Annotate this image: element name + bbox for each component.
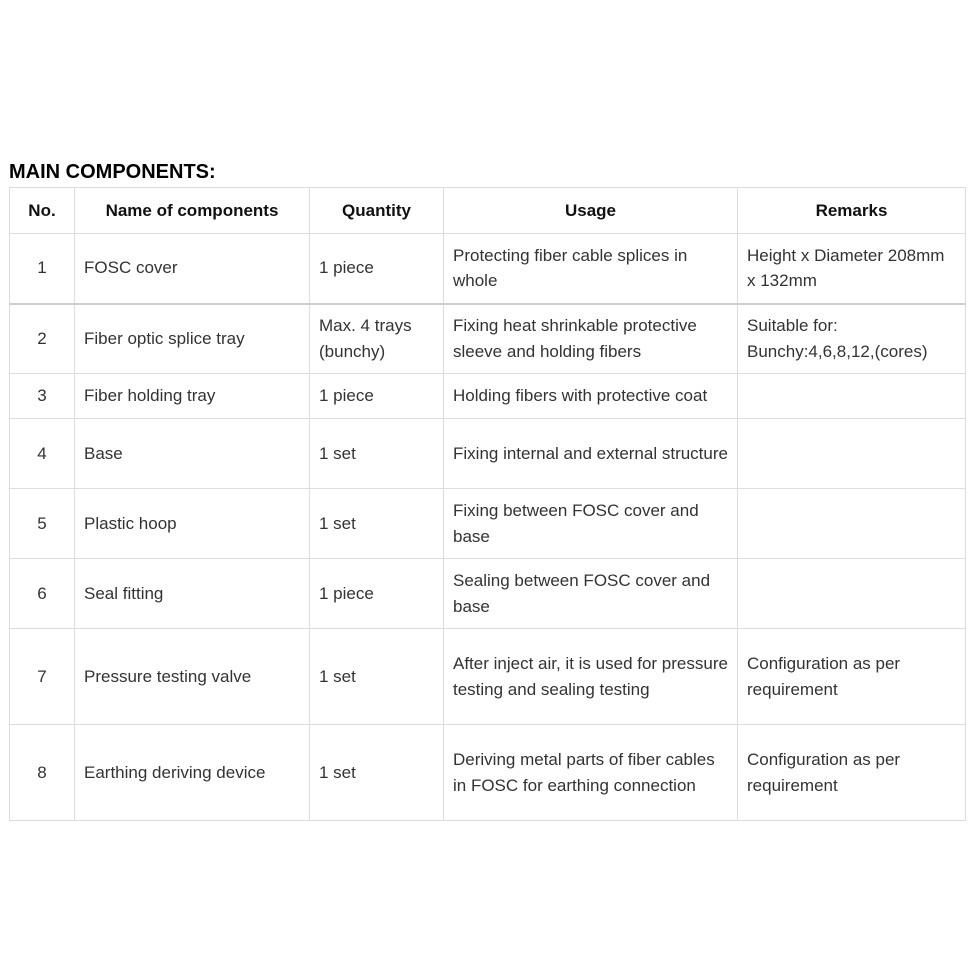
- header-name: Name of components: [75, 188, 310, 234]
- cell-no: 2: [10, 304, 75, 374]
- table-row: [10, 725, 966, 821]
- cell-remarks: [738, 489, 966, 559]
- cell-quantity: 1 set: [310, 629, 444, 725]
- cell-quantity: 1 piece: [310, 559, 444, 629]
- table-row: [10, 559, 966, 629]
- cell-name: Pressure testing valve: [75, 629, 310, 725]
- header-usage: Usage: [444, 188, 738, 234]
- table-row: [10, 489, 966, 559]
- cell-usage: Fixing internal and external structure: [444, 419, 738, 489]
- cell-quantity: 1 piece: [310, 374, 444, 419]
- cell-no: 3: [10, 374, 75, 419]
- header-quantity: Quantity: [310, 188, 444, 234]
- cell-name: Fiber holding tray: [75, 374, 310, 419]
- header-remarks: Remarks: [738, 188, 966, 234]
- cell-remarks: [738, 559, 966, 629]
- cell-usage: Holding fibers with protective coat: [444, 374, 738, 419]
- table-row: [10, 374, 966, 419]
- cell-usage: Sealing between FOSC cover and base: [444, 559, 738, 629]
- cell-usage: Fixing between FOSC cover and base: [444, 489, 738, 559]
- cell-name: Fiber optic splice tray: [75, 304, 310, 374]
- cell-usage: Protecting fiber cable splices in whole: [444, 234, 738, 304]
- cell-remarks: Height x Diameter 208mm x 132mm: [738, 234, 966, 304]
- cell-name: FOSC cover: [75, 234, 310, 304]
- cell-remarks: [738, 419, 966, 489]
- cell-name: Seal fitting: [75, 559, 310, 629]
- cell-quantity: 1 set: [310, 489, 444, 559]
- cell-remarks: Suitable for: Bunchy:4,6,8,12,(cores): [738, 304, 966, 374]
- cell-usage: Deriving metal parts of fiber cables in FOSC for earthing connection: [444, 725, 738, 821]
- cell-no: 7: [10, 629, 75, 725]
- table-row: [10, 629, 966, 725]
- cell-no: 1: [10, 234, 75, 304]
- cell-usage: Fixing heat shrinkable protective sleeve and holding fibers: [444, 304, 738, 374]
- cell-name: Earthing deriving device: [75, 725, 310, 821]
- cell-no: 8: [10, 725, 75, 821]
- cell-quantity: 1 set: [310, 419, 444, 489]
- cell-usage: After inject air, it is used for pressure testing and sealing testing: [444, 629, 738, 725]
- cell-remarks: Configuration as per requirement: [738, 629, 966, 725]
- table-row: [10, 419, 966, 489]
- cell-quantity: 1 piece: [310, 234, 444, 304]
- components-table: [9, 187, 966, 821]
- cell-no: 4: [10, 419, 75, 489]
- header-no: No.: [10, 188, 75, 234]
- cell-quantity: Max. 4 trays (bunchy): [310, 304, 444, 374]
- table-header-row: [10, 188, 966, 234]
- table-row: [10, 234, 966, 304]
- cell-quantity: 1 set: [310, 725, 444, 821]
- cell-name: Base: [75, 419, 310, 489]
- cell-no: 6: [10, 559, 75, 629]
- cell-no: 5: [10, 489, 75, 559]
- cell-remarks: Configuration as per requirement: [738, 725, 966, 821]
- cell-remarks: [738, 374, 966, 419]
- page-heading: MAIN COMPONENTS:: [9, 161, 216, 183]
- table-row: [10, 304, 966, 374]
- cell-name: Plastic hoop: [75, 489, 310, 559]
